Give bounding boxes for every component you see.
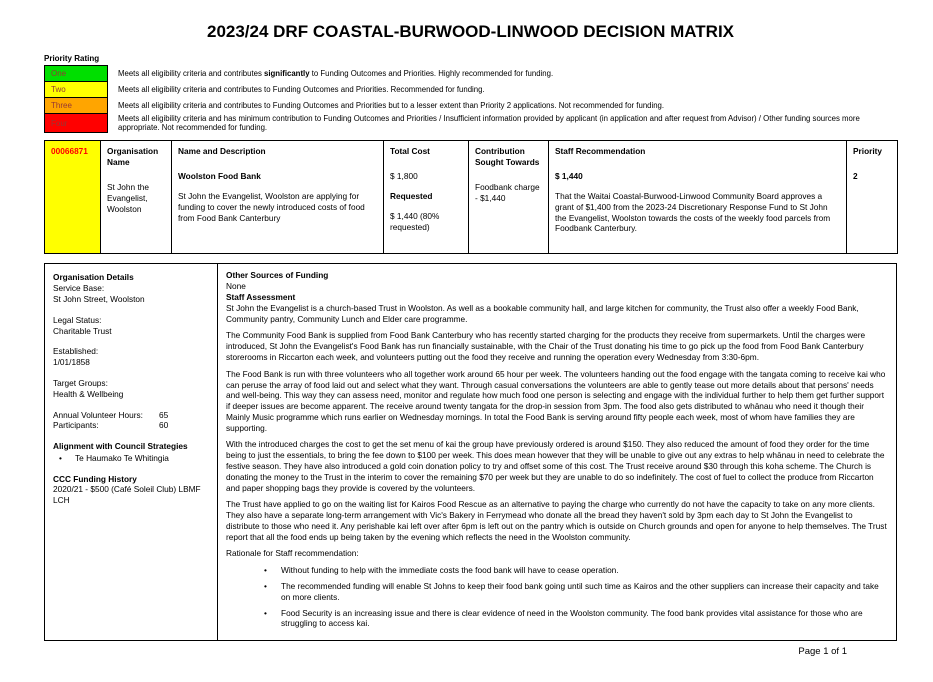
legal-status-label: Legal Status:	[53, 314, 102, 325]
legend-row-one	[45, 66, 897, 82]
other-sources-heading: Other Sources of Funding	[226, 270, 329, 281]
service-base-label: Service Base:	[53, 283, 105, 294]
rationale-item: • Food Security is an increasing issue and there is clear evidence of need in the Woolston community. The food bank provides vital assistance for those who are struggling to access kai.	[264, 608, 888, 630]
participants-value: 60	[159, 420, 169, 431]
funding-history-group	[53, 474, 209, 506]
alignment-list	[53, 453, 209, 464]
rating-four-description: Meets all eligibility criteria and has minimum contribution to Funding Outcomes and Priorities / Insufficient information provided by applicant (in application and after request from Advisor) / Other funding sources more appropriate. Not recommended for funding.	[118, 113, 860, 133]
document-page	[0, 22, 933, 641]
application-row	[45, 141, 898, 254]
rationale-heading: Rationale for Staff recommendation:	[226, 548, 359, 559]
staff-recommendation-header: Staff Recommendation	[555, 146, 646, 157]
participants-row	[53, 420, 209, 431]
legal-status-value: Charitable Trust	[53, 325, 112, 336]
alignment-heading: Alignment with Council Strategies	[53, 441, 188, 452]
volunteer-hours-label: Annual Volunteer Hours:	[53, 409, 143, 420]
funding-history-heading: CCC Funding History	[53, 473, 137, 484]
page-number: Page 1 of 1	[798, 646, 847, 657]
alignment-group	[53, 441, 209, 464]
rating-one-description	[108, 66, 897, 82]
assessment-paragraph: With the introduced charges the cost to get the set menu of kai the group have previously ordered is around $150. They also reduced the amount of food they order for the time being to just the essentials, to bring the fee down to $100 per week. This does mean however that they will be unable to give out any extras to help whānau in need to celebrate the festive season. They have also introduced a gold coin donation policy to try and offset some of this cost. The Trust receive around $30 through this koha scheme. The Church is donating the money to the Trust in the interim to cover the remaining $70 per week but they are unable to do so indefinitely. The cost of fuel to collect the produce from Riccarton and paper shopping bags they provide is covered by the volunteers.	[226, 439, 885, 493]
rationale-item: • Without funding to help with the immediate costs the food bank will have to cease operation.	[264, 565, 888, 576]
priority-rating-legend	[44, 65, 897, 133]
staff-assessment-panel	[218, 264, 897, 641]
application-id: 00066871	[51, 146, 88, 157]
assessment-paragraph: The Food Bank is run with three volunteers who all together work around 65 hour per week. The volunteers handing out the food engage with the tangata coming to receive kai who can peruse the array of food laid out and select what they want. Through casual conversations the volunteers are able to gently tease out more details about that persons' needs and well-being. This way they can assess need, monitor and regulate how much food one person is selecting and engage with the individual further to help them get further support if deeper issues are become apparent. The receive around twenty tangata for the drop-in session from 3pm. The food also gets distributed to whānau who need it though their Mainly Music programme which runs earlier on Wednesday mornings. In total the Food Bank is serving around fifty people each week, most of whom have families they are supporting.	[226, 368, 886, 433]
legal-status-group	[53, 315, 209, 337]
organisation-details-heading: Organisation Details	[53, 272, 134, 283]
project-description: St John the Evangelist, Woolston are applying for funding to cover the newly introduced costs of food from Food Bank Canterbury	[178, 191, 365, 223]
name-description-header: Name and Description	[178, 146, 266, 157]
rationale-list	[226, 565, 888, 629]
rating-three-swatch: Three	[45, 98, 108, 114]
assessment-paragraph: The Trust have applied to go on the waiting list for Kairos Food Rescue as an alternative to paying the charge who currently do not have the capacity to take on any more clients. They also have a separate long-term arrangement with Vic's Bakery in Ferrymead who donate all the bread they haven't sold by 3pm each day to St John the Evangelist to distribute to those who need it. Any perishable kai left over after 6pm is left out on the pantry which is outside on Church grounds and open for anyone to help themselves. The Trust report that all the food ends up being taken by the evening which reflects the need in the Woolston community.	[226, 499, 887, 542]
page-title: 2023/24 DRF COASTAL-BURWOOD-LINWOOD DECISION MATRIX	[206, 22, 735, 41]
service-base-value: St John Street, Woolston	[53, 294, 145, 305]
volunteer-hours-value: 65	[159, 409, 169, 420]
priority-header: Priority	[853, 146, 883, 157]
rating-one-swatch: One	[45, 66, 108, 82]
assessment-paragraph: The Community Food Bank is supplied from Food Bank Canterbury who has recently started charging for the products they receive from supermarkets. Until the charges were introduced, St John the Evangelist's Food Bank has run financially sustainable, with the Chair of the Trust donating his time to go pick up the food from Food Bank Canterbury storerooms in Riccarton each week, and volunteers putting out the food they receive and running the operation every Wednesday from 3:30-6pm.	[226, 330, 866, 362]
desc-text: to Funding Outcomes and Priorities. Highly recommended for funding.	[309, 68, 554, 78]
staff-recommendation-amount: $ 1,440	[555, 171, 583, 182]
target-groups-group	[53, 378, 209, 400]
service-base-group	[53, 283, 209, 305]
rating-three-description: Meets all eligibility criteria and contributes to Funding Outcomes and Priorities but to a lesser extent than Priority 2 applications. Not recommended for funding.	[118, 100, 665, 110]
legend-row-two	[45, 82, 897, 98]
decision-matrix-table	[44, 140, 898, 254]
name-description-cell	[172, 141, 384, 254]
desc-text: Meets all eligibility criteria and contributes	[118, 68, 265, 78]
contribution-header: Contribution Sought Towards	[475, 146, 540, 168]
rating-two-description: Meets all eligibility criteria and contributes to Funding Outcomes and Priorities. Recommended for funding.	[118, 84, 485, 94]
organisation-name-value: St John the Evangelist, Woolston	[107, 182, 149, 214]
participants-label: Participants:	[53, 420, 99, 431]
target-groups-label: Target Groups:	[53, 377, 108, 388]
legend-row-four	[45, 114, 897, 133]
funding-history-value: 2020/21 - $500 (Café Soleil Club) LBMF LCH	[53, 484, 201, 506]
priority-rating-heading: Priority Rating	[44, 54, 100, 63]
organisation-details-panel	[45, 264, 218, 641]
volunteer-hours-row	[53, 410, 209, 421]
legend-row-three	[45, 98, 897, 114]
contribution-value: Foodbank charge - $1,440	[475, 182, 540, 203]
priority-cell	[847, 141, 898, 254]
other-sources-value: None	[226, 281, 246, 292]
rating-two-swatch: Two	[45, 82, 108, 98]
detail-row	[45, 264, 897, 641]
staff-assessment-heading: Staff Assessment	[226, 292, 296, 303]
desc-bold-text: significantly	[264, 68, 310, 78]
requested-label: Requested	[390, 191, 433, 202]
organisation-name-header: Organisation Name	[107, 146, 159, 168]
detail-table	[44, 263, 897, 641]
rating-four-swatch: Four	[45, 114, 108, 133]
assessment-paragraph: St John the Evangelist is a church-based Trust in Woolston. As well as a bookable community hall, and large kitchen for community, the Trust also offer a weekly Food Bank, Community pantry, Community Lunch and Elder care programme.	[226, 302, 859, 324]
contribution-cell	[469, 141, 549, 254]
total-cost-header: Total Cost	[390, 146, 430, 157]
established-label: Established:	[53, 346, 99, 357]
project-title: Woolston Food Bank	[178, 171, 261, 182]
total-cost-value: $ 1,800	[390, 171, 418, 182]
volunteer-stats-group	[53, 410, 209, 432]
established-group	[53, 346, 209, 368]
established-value: 1/01/1858	[53, 357, 90, 368]
staff-recommendation-text: That the Waitai Coastal-Burwood-Linwood Community Board approves a grant of $1,400 from the 2023-24 Discretionary Response Fund to St John the Evangelist, Woolston towards the costs of the weekly food parcels from Foodbank Canterbury.	[555, 191, 831, 234]
organisation-name-cell	[101, 141, 172, 254]
alignment-item: • Te Haumako Te Whitingia	[59, 453, 209, 464]
total-cost-cell	[384, 141, 469, 254]
requested-value: $ 1,440 (80% requested)	[390, 210, 440, 232]
rationale-item: • The recommended funding will enable St Johns to keep their food bank going until such time as Kairos and the other suppliers can increase their capacity and take on more clients.	[264, 581, 888, 603]
application-id-cell	[45, 141, 101, 254]
priority-value: 2	[853, 171, 858, 182]
staff-recommendation-cell	[549, 141, 847, 254]
target-groups-value: Health & Wellbeing	[53, 388, 124, 399]
